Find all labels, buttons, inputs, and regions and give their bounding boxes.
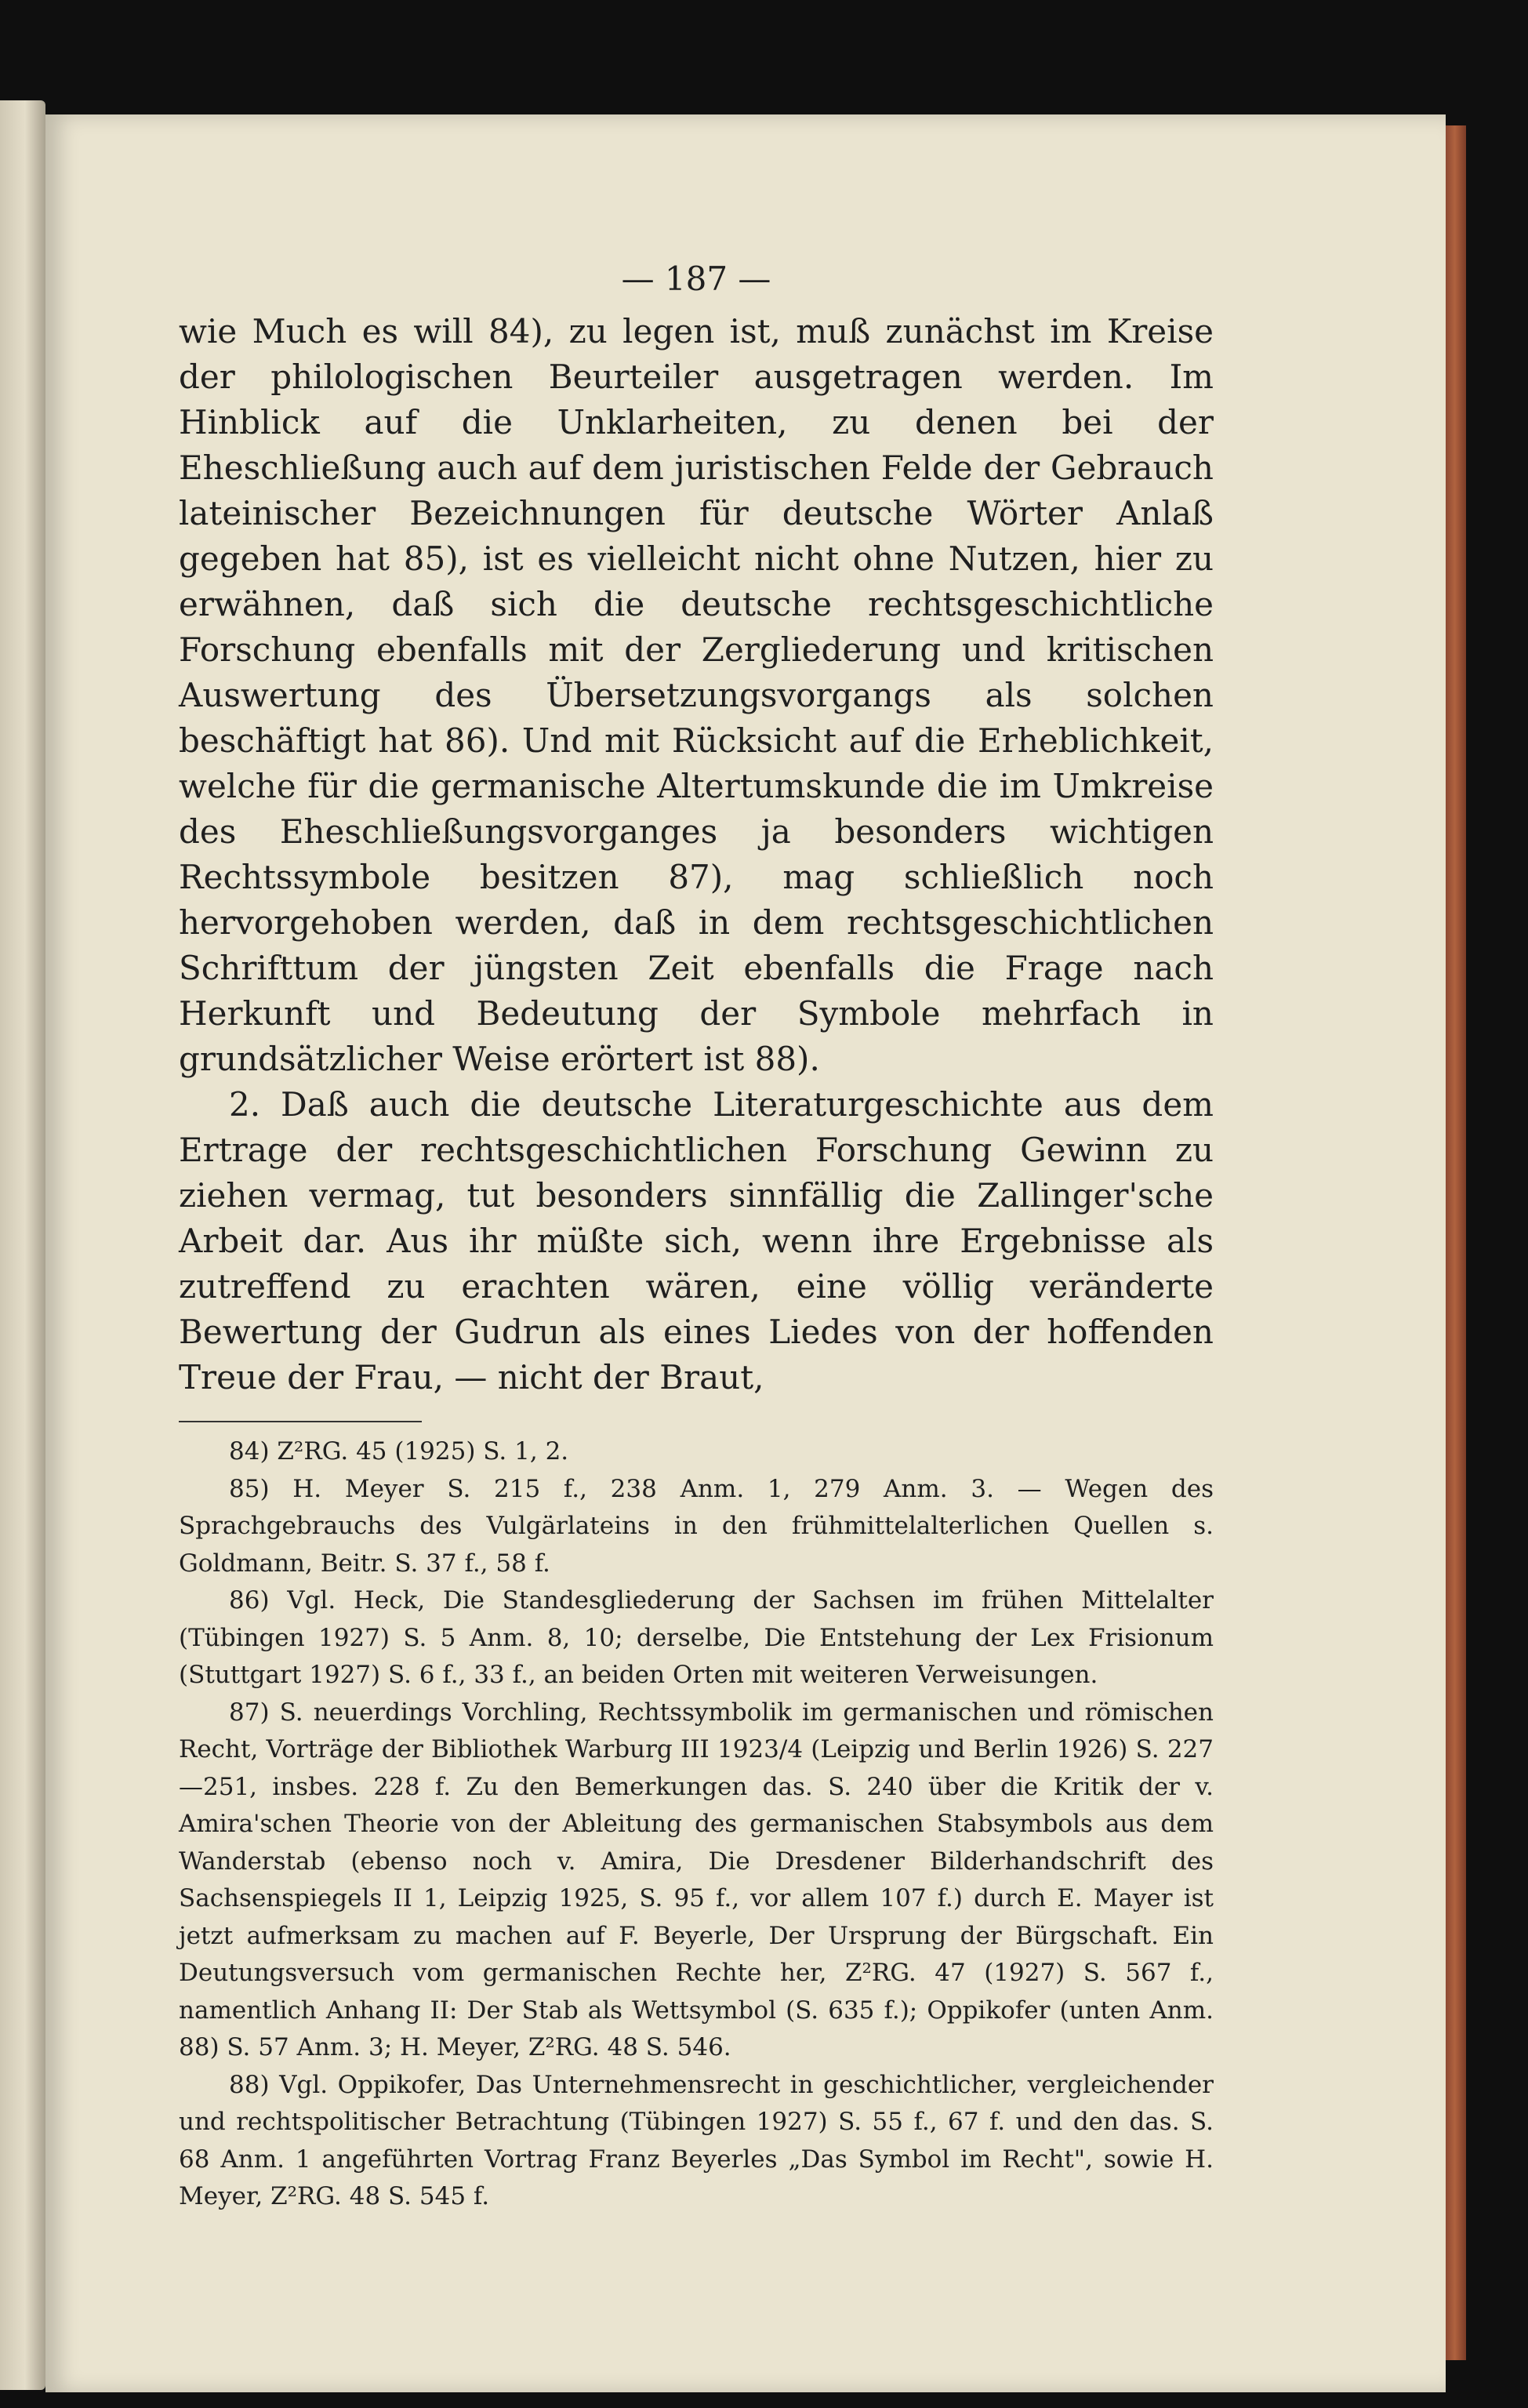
page-content: [179, 256, 1214, 2216]
facing-page-edge: [0, 100, 45, 2390]
footnote-84: 84) Z²RG. 45 (1925) S. 1, 2.: [229, 1437, 569, 1466]
book-cover-edge: [1446, 125, 1466, 2360]
footnote-87: 87) S. neuerdings Vorchling, Rechtssymbolik im germanischen und römischen Recht, Vorträge der Bibliothek Warburg III 1923/4 (Leipzig und Berlin 1926) S. 227—251, insbes. 228 f. Zu den Bemerkungen das. S. 240 über die Kritik der v. Amira'schen Theorie von der Ableitung des germanischen Stabsymbols aus dem Wanderstab (ebenso noch v. Amira, Die Dresdener Bilderhandschrift des Sachsenspiegels II 1, Leipzig 1925, S. 95 f., vor allem 107 f.) durch E. Mayer ist jetzt aufmerksam zu machen auf F. Beyerle, Der Ursprung der Bürgschaft. Ein Deutungsversuch vom germanischen Rechte her, Z²RG. 47 (1927) S. 567 f., namentlich Anhang II: Der Stab als Wettsymbol (S. 635 f.); Oppikofer (unten Anm. 88) S. 57 Anm. 3; H. Meyer, Z²RG. 48 S. 546.: [179, 1698, 1214, 2061]
footnote-85: 85) H. Meyer S. 215 f., 238 Anm. 1, 279 Anm. 3. — Wegen des Sprachgebrauchs des Vulgärlateins in den frühmittelalterlichen Quellen s. Goldmann, Beitr. S. 37 f., 58 f.: [179, 1474, 1214, 1578]
footnote-88: 88) Vgl. Oppikofer, Das Unternehmensrecht in geschichtlicher, vergleichender und rechtspolitischer Betrachtung (Tübingen 1927) S. 55 f., 67 f. und den das. S. 68 Anm. 1 angeführten Vortrag Franz Beyerles „Das Symbol im Recht", sowie H. Meyer, Z²RG. 48 S. 545 f.: [179, 2070, 1214, 2210]
paragraph-1: wie Much es will 84), zu legen ist, muß zunächst im Kreise der philologischen Beurteiler ausgetragen werden. Im Hinblick auf die Unklarheiten, zu denen bei der Eheschließung auch auf dem juristischen Felde der Gebrauch lateinischer Bezeichnungen für deutsche Wörter Anlaß gegeben hat 85), ist es vielleicht nicht ohne Nutzen, hier zu erwähnen, daß sich die deutsche rechtsgeschichtliche Forschung ebenfalls mit der Zergliederung und kritischen Auswertung des Übersetzungsvorgangs als solchen beschäftigt hat 86). Und mit Rücksicht auf die Erheblichkeit, welche für die germanische Altertumskunde die im Umkreise des Eheschließungsvorganges ja besonders wichtigen Rechtssymbole besitzen 87), mag schließlich noch hervorgehoben werden, daß in dem rechtsgeschichtlichen Schrifttum der jüngsten Zeit ebenfalls die Frage nach Herkunft und Bedeutung der Symbole mehrfach in grundsätzlicher Weise erörtert ist 88).: [179, 312, 1214, 1078]
footnote-separator: [179, 1421, 422, 1422]
footnotes: [179, 1433, 1214, 2216]
book-page: [45, 114, 1446, 2392]
main-text: [179, 309, 1214, 1400]
paragraph-2: 2. Daß auch die deutsche Literaturgeschichte aus dem Ertrage der rechtsgeschichtlichen Forschung Gewinn zu ziehen vermag, tut besonders sinnfällig die Zallinger'sche Arbeit dar. Aus ihr müßte sich, wenn ihre Ergebnisse als zutreffend zu erachten wären, eine völlig veränderte Bewertung der Gudrun als eines Liedes von der hoffenden Treue der Frau, — nicht der Braut,: [179, 1085, 1214, 1396]
footnote-86: 86) Vgl. Heck, Die Standesgliederung der Sachsen im frühen Mittelalter (Tübingen 1927) S. 5 Anm. 8, 10; derselbe, Die Entstehung der Lex Frisionum (Stuttgart 1927) S. 6 f., 33 f., an beiden Orten mit weiteren Verweisungen.: [179, 1586, 1214, 1689]
page-number: — 187 —: [621, 260, 771, 298]
